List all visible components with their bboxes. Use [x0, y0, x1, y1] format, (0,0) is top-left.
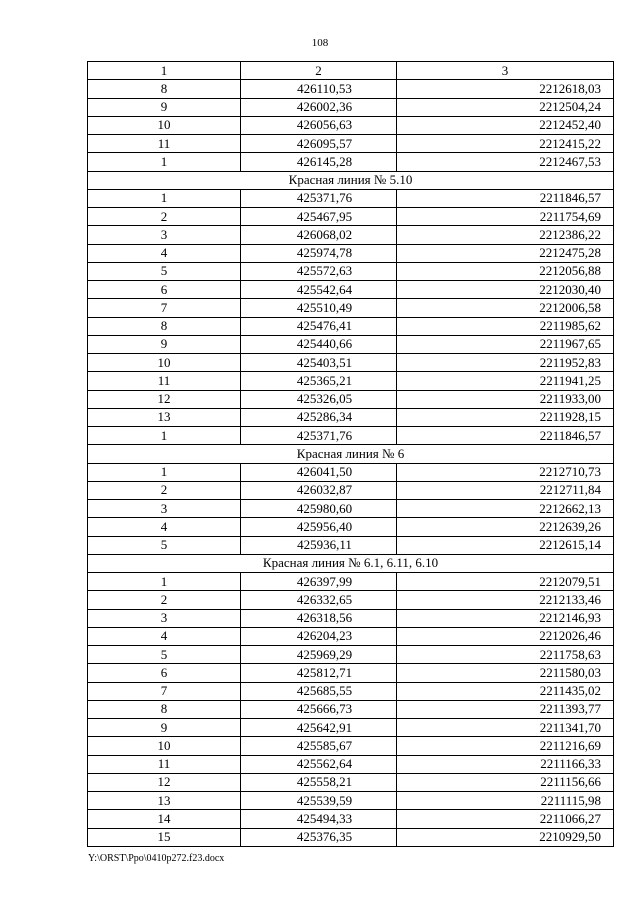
table-row: [88, 226, 614, 244]
section-title-row: [88, 554, 614, 572]
table-row: [88, 646, 614, 664]
point-number-cell: 1: [88, 427, 241, 445]
y-coordinate-cell: 2211156,66: [397, 773, 614, 791]
y-coordinate-cell: 2211985,62: [397, 317, 614, 335]
x-coordinate-cell: 426041,50: [241, 463, 397, 481]
x-coordinate-cell: 425326,05: [241, 390, 397, 408]
section-title: Красная линия № 6: [88, 445, 614, 463]
table-row: [88, 354, 614, 372]
point-number-cell: 2: [88, 481, 241, 499]
y-coordinate-cell: 2211846,57: [397, 189, 614, 207]
point-number-cell: 10: [88, 116, 241, 134]
point-number-cell: 6: [88, 281, 241, 299]
y-coordinate-cell: 2212146,93: [397, 609, 614, 627]
point-number-cell: 10: [88, 737, 241, 755]
y-coordinate-cell: 2212662,13: [397, 500, 614, 518]
table-row: [88, 98, 614, 116]
x-coordinate-cell: 425371,76: [241, 189, 397, 207]
y-coordinate-cell: 2212639,26: [397, 518, 614, 536]
table-row: [88, 518, 614, 536]
x-coordinate-cell: 425974,78: [241, 244, 397, 262]
table-row: [88, 591, 614, 609]
table-row: [88, 664, 614, 682]
y-coordinate-cell: 2210929,50: [397, 828, 614, 846]
y-coordinate-cell: 2211952,83: [397, 354, 614, 372]
point-number-cell: 4: [88, 244, 241, 262]
y-coordinate-cell: 2211435,02: [397, 682, 614, 700]
y-coordinate-cell: 2211066,27: [397, 810, 614, 828]
point-number-cell: 1: [88, 153, 241, 171]
point-number-cell: 14: [88, 810, 241, 828]
x-coordinate-cell: 425371,76: [241, 427, 397, 445]
y-coordinate-cell: 2211933,00: [397, 390, 614, 408]
table-row: [88, 299, 614, 317]
y-coordinate-cell: 2211166,33: [397, 755, 614, 773]
point-number-cell: 13: [88, 408, 241, 426]
x-coordinate-cell: 425685,55: [241, 682, 397, 700]
y-coordinate-cell: 2212079,51: [397, 573, 614, 591]
y-coordinate-cell: 2212452,40: [397, 116, 614, 134]
x-coordinate-cell: 426204,23: [241, 627, 397, 645]
x-coordinate-cell: 426332,65: [241, 591, 397, 609]
point-number-cell: 11: [88, 372, 241, 390]
table-row: [88, 719, 614, 737]
y-coordinate-cell: 2212467,53: [397, 153, 614, 171]
x-coordinate-cell: 426056,63: [241, 116, 397, 134]
table-row: [88, 755, 614, 773]
table-row: [88, 627, 614, 645]
x-coordinate-cell: 425539,59: [241, 792, 397, 810]
x-coordinate-cell: 425467,95: [241, 208, 397, 226]
x-coordinate-cell: 426397,99: [241, 573, 397, 591]
x-coordinate-cell: 425365,21: [241, 372, 397, 390]
y-coordinate-cell: 2212615,14: [397, 536, 614, 554]
y-coordinate-cell: 2211928,15: [397, 408, 614, 426]
point-number-cell: 8: [88, 700, 241, 718]
table-row: [88, 408, 614, 426]
y-coordinate-cell: 2211341,70: [397, 719, 614, 737]
x-coordinate-cell: 425494,33: [241, 810, 397, 828]
table-body: [88, 62, 614, 847]
table-row: [88, 208, 614, 226]
table-row: [88, 116, 614, 134]
x-coordinate-cell: 425936,11: [241, 536, 397, 554]
point-number-cell: 9: [88, 719, 241, 737]
y-coordinate-cell: 2212415,22: [397, 135, 614, 153]
y-coordinate-cell: 2212386,22: [397, 226, 614, 244]
y-coordinate-cell: 2211393,77: [397, 700, 614, 718]
table-row: [88, 189, 614, 207]
y-coordinate-cell: 2212504,24: [397, 98, 614, 116]
page-number: 108: [311, 37, 329, 49]
table-row: [88, 390, 614, 408]
point-number-cell: 11: [88, 135, 241, 153]
y-coordinate-cell: 2212711,84: [397, 481, 614, 499]
x-coordinate-cell: 425969,29: [241, 646, 397, 664]
point-number-cell: 15: [88, 828, 241, 846]
x-coordinate-cell: 425542,64: [241, 281, 397, 299]
x-coordinate-cell: 425562,64: [241, 755, 397, 773]
x-coordinate-cell: 425572,63: [241, 262, 397, 280]
table-row: [88, 153, 614, 171]
point-number-cell: 11: [88, 755, 241, 773]
point-number-cell: 3: [88, 226, 241, 244]
table-row: [88, 609, 614, 627]
point-number-cell: 5: [88, 646, 241, 664]
table-row: [88, 737, 614, 755]
table-row: [88, 792, 614, 810]
x-coordinate-cell: 425476,41: [241, 317, 397, 335]
file-path-footer: Y:\ORST\Ppo\0410p272.f23.docx: [88, 853, 225, 864]
point-number-cell: 3: [88, 500, 241, 518]
point-number-cell: 3: [88, 609, 241, 627]
y-coordinate-cell: 2211846,57: [397, 427, 614, 445]
coordinates-table: [87, 61, 614, 847]
y-coordinate-cell: 2212475,28: [397, 244, 614, 262]
y-coordinate-cell: 2212026,46: [397, 627, 614, 645]
point-number-cell: 5: [88, 536, 241, 554]
x-coordinate-cell: 426145,28: [241, 153, 397, 171]
x-coordinate-cell: 425440,66: [241, 335, 397, 353]
point-number-cell: 9: [88, 98, 241, 116]
y-coordinate-cell: 2211754,69: [397, 208, 614, 226]
x-coordinate-cell: 425376,35: [241, 828, 397, 846]
table-row: [88, 573, 614, 591]
y-coordinate-cell: 2212056,88: [397, 262, 614, 280]
table-row: [88, 262, 614, 280]
table-row: [88, 682, 614, 700]
section-title-row: [88, 171, 614, 189]
table-row: [88, 135, 614, 153]
x-coordinate-cell: 426110,53: [241, 80, 397, 98]
table-row: [88, 281, 614, 299]
point-number-cell: 8: [88, 80, 241, 98]
point-number-cell: 10: [88, 354, 241, 372]
x-coordinate-cell: 425642,91: [241, 719, 397, 737]
table-row: [88, 500, 614, 518]
table-row: [88, 810, 614, 828]
table-row: [88, 481, 614, 499]
table-row: [88, 317, 614, 335]
x-coordinate-cell: 426068,02: [241, 226, 397, 244]
header-cell-3: 3: [397, 62, 614, 80]
point-number-cell: 7: [88, 682, 241, 700]
point-number-cell: 2: [88, 208, 241, 226]
point-number-cell: 4: [88, 518, 241, 536]
x-coordinate-cell: 426318,56: [241, 609, 397, 627]
point-number-cell: 13: [88, 792, 241, 810]
point-number-cell: 12: [88, 390, 241, 408]
header-cell-2: 2: [241, 62, 397, 80]
y-coordinate-cell: 2212030,40: [397, 281, 614, 299]
x-coordinate-cell: 425666,73: [241, 700, 397, 718]
y-coordinate-cell: 2212006,58: [397, 299, 614, 317]
y-coordinate-cell: 2212710,73: [397, 463, 614, 481]
section-title: Красная линия № 5.10: [88, 171, 614, 189]
x-coordinate-cell: 426032,87: [241, 481, 397, 499]
y-coordinate-cell: 2211216,69: [397, 737, 614, 755]
header-cell-1: 1: [88, 62, 241, 80]
table-row: [88, 700, 614, 718]
point-number-cell: 1: [88, 189, 241, 207]
point-number-cell: 4: [88, 627, 241, 645]
point-number-cell: 8: [88, 317, 241, 335]
y-coordinate-cell: 2211580,03: [397, 664, 614, 682]
table-row: [88, 773, 614, 791]
table-row: [88, 427, 614, 445]
table-row: [88, 80, 614, 98]
y-coordinate-cell: 2212133,46: [397, 591, 614, 609]
y-coordinate-cell: 2211758,63: [397, 646, 614, 664]
point-number-cell: 6: [88, 664, 241, 682]
x-coordinate-cell: 425980,60: [241, 500, 397, 518]
point-number-cell: 12: [88, 773, 241, 791]
x-coordinate-cell: 425558,21: [241, 773, 397, 791]
table-row: [88, 463, 614, 481]
table-row: [88, 335, 614, 353]
table-row: [88, 372, 614, 390]
table-row: [88, 244, 614, 262]
x-coordinate-cell: 425403,51: [241, 354, 397, 372]
section-title-row: [88, 445, 614, 463]
x-coordinate-cell: 425510,49: [241, 299, 397, 317]
point-number-cell: 7: [88, 299, 241, 317]
point-number-cell: 1: [88, 463, 241, 481]
x-coordinate-cell: 425286,34: [241, 408, 397, 426]
section-title: Красная линия № 6.1, 6.11, 6.10: [88, 554, 614, 572]
x-coordinate-cell: 425956,40: [241, 518, 397, 536]
y-coordinate-cell: 2212618,03: [397, 80, 614, 98]
table-row: [88, 828, 614, 846]
x-coordinate-cell: 426002,36: [241, 98, 397, 116]
point-number-cell: 1: [88, 573, 241, 591]
point-number-cell: 9: [88, 335, 241, 353]
point-number-cell: 5: [88, 262, 241, 280]
table-header-row: [88, 62, 614, 80]
y-coordinate-cell: 2211115,98: [397, 792, 614, 810]
x-coordinate-cell: 425812,71: [241, 664, 397, 682]
y-coordinate-cell: 2211967,65: [397, 335, 614, 353]
x-coordinate-cell: 426095,57: [241, 135, 397, 153]
x-coordinate-cell: 425585,67: [241, 737, 397, 755]
point-number-cell: 2: [88, 591, 241, 609]
y-coordinate-cell: 2211941,25: [397, 372, 614, 390]
table-row: [88, 536, 614, 554]
